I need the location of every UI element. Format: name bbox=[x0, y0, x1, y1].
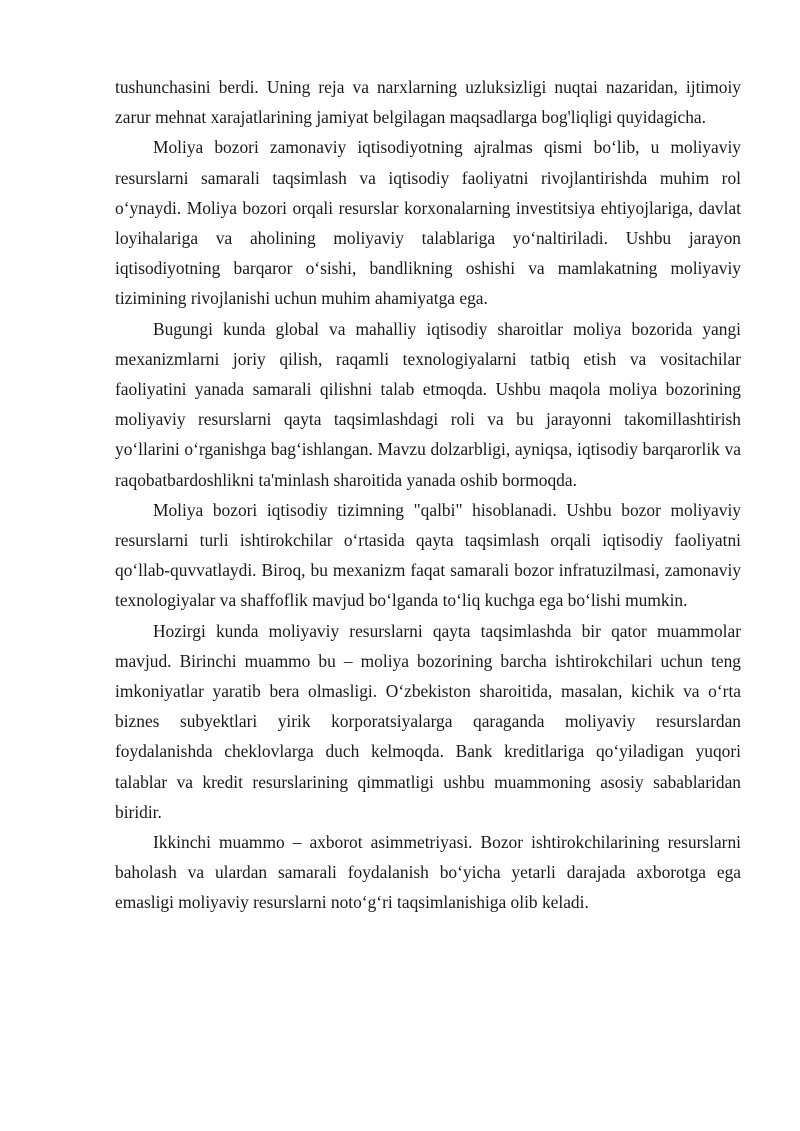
paragraph-continuation: tushunchasini berdi. Uning reja va narxlarning uzluksizligi nuqtai nazaridan, ijtimoiy zarur mehnat xarajatlarining jamiyat belgilagan maqsadlarga bog'liqligi quyidagicha. bbox=[115, 77, 741, 128]
paragraph-birinchi-muammo: Hozirgi kunda moliyaviy resurslarni qayta taqsimlashda bir qator muammolar mavjud. Birinchi muammo bu – moliya bozorining barcha ishtirokchilari uchun teng imkoniyatlar yaratib bera olmasligi. O‘zbekiston sharoitida, masalan, kichik va o‘rta biznes subyektlari yirik korporatsiyalarga qaraganda moliyaviy resurslardan foydalanishda cheklovlarga duch kelmoqda. Bank kreditlariga qo‘yiladigan yuqori talablar va kredit resurslarining qimmatligi ushbu muammoning asosiy sabablaridan biridir. bbox=[115, 620, 741, 822]
paragraph-moliya-bozori-role: Moliya bozori zamonaviy iqtisodiyotning ajralmas qismi bo‘lib, u moliyaviy resurslarni samarali taqsimlash va iqtisodiy faoliyatni rivojlantirishda muhim rol o‘ynaydi. Moliya bozori orqali resurslar korxonalarning investitsiya ehtiyojlariga, davlat loyihalariga va aholining moliyaviy talablariga yo‘naltiriladi. Ushbu jarayon iqtisodiyotning barqaror o‘sishi, bandlikning oshishi va mamlakatning moliyaviy tizimining rivojlanishi uchun muhim ahamiyatga ega. bbox=[115, 137, 741, 309]
document-page bbox=[115, 72, 741, 918]
paragraph-bugungi-kunda: Bugungi kunda global va mahalliy iqtisodiy sharoitlar moliya bozorida yangi mexanizmlarni joriy qilish, raqamli texnologiyalarni tatbiq etish va vositachilar faoliyatini yanada samarali qilishni talab etmoqda. Ushbu maqola moliya bozorining moliyaviy resurslarni qayta taqsimlashdagi roli va bu jarayonni takomillashtirish yo‘llarini o‘rganishga bag‘ishlangan. Mavzu dolzarbligi, ayniqsa, iqtisodiy barqarorlik va raqobatbardoshlikni ta'minlash sharoitida yanada oshib bormoqda. bbox=[115, 318, 741, 490]
paragraph-qalbi: Moliya bozori iqtisodiy tizimning "qalbi" hisoblanadi. Ushbu bozor moliyaviy resurslarni turli ishtirokchilar o‘rtasida qayta taqsimlash orqali iqtisodiy faoliyatni qo‘llab-quvvatlaydi. Biroq, bu mexanizm faqat samarali bozor infratuzilmasi, zamonaviy texnologiyalar va shaffoflik mavjud bo‘lganda to‘liq kuchga ega bo‘lishi mumkin. bbox=[115, 499, 741, 611]
paragraph-ikkinchi-muammo: Ikkinchi muammo – axborot asimmetriyasi. Bozor ishtirokchilarining resurslarni baholash va ulardan samarali foydalanish bo‘yicha yetarli darajada axborotga ega emasligi moliyaviy resurslarni noto‘g‘ri taqsimlanishiga olib keladi. bbox=[115, 832, 741, 913]
